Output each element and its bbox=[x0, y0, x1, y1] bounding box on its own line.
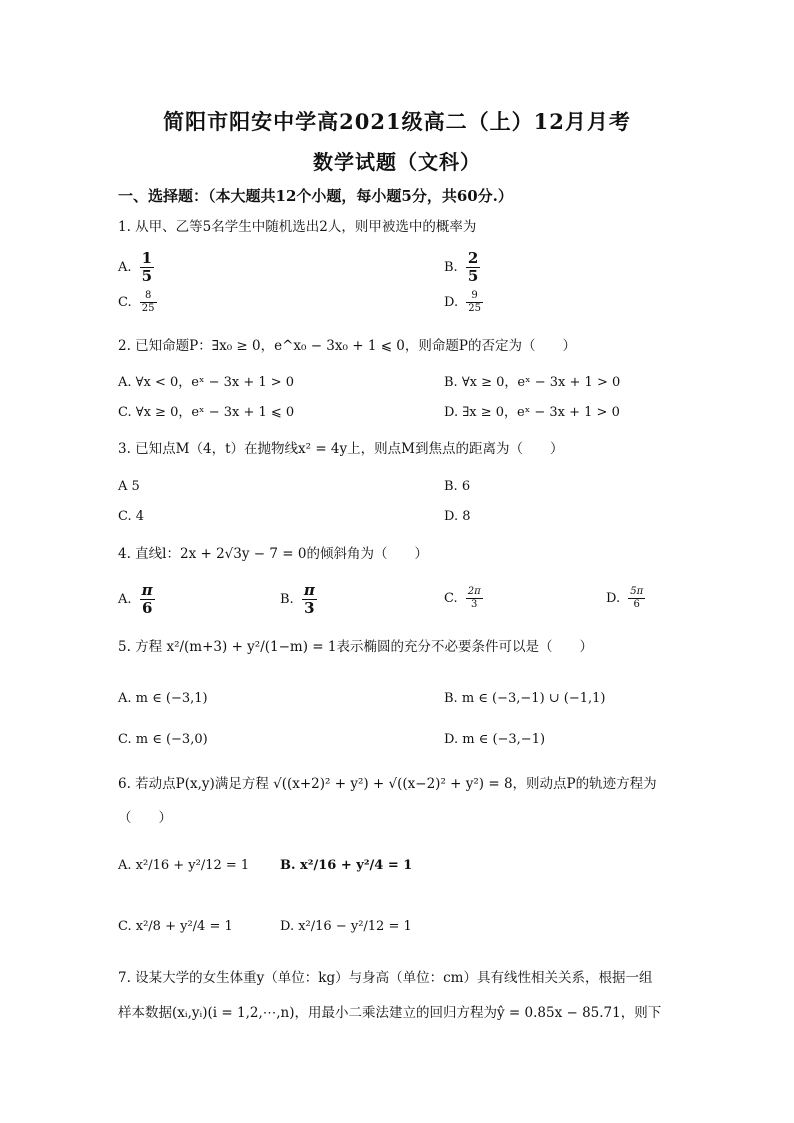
exam-title: 简阳市阳安中学高2021级高二（上）12月月考 bbox=[163, 109, 631, 134]
q6-option-a: A. x²/16 + y²/12 = 1 bbox=[118, 858, 250, 873]
q2-option-c: C. ∀x ≥ 0，eˣ − 3x + 1 ⩽ 0 bbox=[118, 405, 295, 420]
q3-option-a: A 5 bbox=[118, 479, 140, 494]
question-4-stem: 4. 直线l：2x + 2√3y − 7 = 0的倾斜角为（ ） bbox=[118, 546, 428, 562]
q5-option-d: D. m ∈ (−3,−1) bbox=[444, 732, 546, 747]
q4-c-fraction: $\frac{2\pi}{3}$ bbox=[467, 586, 481, 610]
q3-option-d: D. 8 bbox=[444, 509, 471, 524]
question-7-line-1: 7. 设某大学的女生体重y（单位：kg）与身高（单位：cm）具有线性相关关系，根据一组 bbox=[118, 970, 653, 986]
q4-a-fraction: $\frac{\pi}{6}$ bbox=[141, 581, 153, 617]
question-5-stem: 5. 方程 x²/(m+3) + y²/(1−m) = 1表示椭圆的充分不必要条件可以是（ ） bbox=[118, 639, 593, 655]
question-6-stem-paren: （ ） bbox=[118, 810, 172, 826]
q2-option-d: D. ∃x ≥ 0，eˣ − 3x + 1 > 0 bbox=[444, 405, 620, 420]
q4-option-a: A. $\frac{\pi}{6}$ bbox=[118, 581, 153, 617]
q1-option-b: B. $\frac{2}{5}$ bbox=[444, 249, 479, 285]
q4-option-c: C. $\frac{2\pi}{3}$ bbox=[444, 586, 481, 610]
exam-subtitle: 数学试题（文科） bbox=[313, 150, 481, 174]
q4-b-fraction: $\frac{\pi}{3}$ bbox=[303, 581, 315, 617]
q3-option-c: C. 4 bbox=[118, 509, 145, 524]
q4-option-b: B. $\frac{\pi}{3}$ bbox=[280, 581, 315, 617]
q6-option-d: D. x²/16 − y²/12 = 1 bbox=[280, 919, 412, 934]
q2-option-b: B. ∀x ≥ 0，eˣ − 3x + 1 > 0 bbox=[444, 375, 621, 390]
q1-option-a: A. $\frac{1}{5}$ bbox=[118, 249, 153, 285]
question-7-line-2: 样本数据(xᵢ,yᵢ)(i = 1,2,⋯,n)，用最小二乘法建立的回归方程为ŷ = 0.85x − 85.71，则下 bbox=[118, 1005, 662, 1021]
q1-a-fraction: $\frac{1}{5}$ bbox=[141, 249, 153, 285]
question-3-stem: 3. 已知点M（4，t）在抛物线x² = 4y上，则点M到焦点的距离为（ ） bbox=[118, 441, 564, 457]
q6-option-b: B. x²/16 + y²/4 = 1 bbox=[280, 858, 413, 873]
question-1-stem: 1. 从甲、乙等5名学生中随机选出2人，则甲被选中的概率为 bbox=[118, 219, 477, 235]
q4-option-d: D. $\frac{5\pi}{6}$ bbox=[606, 586, 644, 610]
q2-option-a: A. ∀x < 0，eˣ − 3x + 1 > 0 bbox=[118, 375, 295, 390]
q1-c-fraction: $\frac{8}{25}$ bbox=[141, 290, 155, 314]
q4-d-fraction: $\frac{5\pi}{6}$ bbox=[630, 586, 644, 610]
q6-option-c: C. x²/8 + y²/4 = 1 bbox=[118, 919, 233, 934]
q5-option-c: C. m ∈ (−3,0) bbox=[118, 732, 208, 747]
q5-option-b: B. m ∈ (−3,−1) ∪ (−1,1) bbox=[444, 691, 606, 706]
question-6-stem: 6. 若动点P(x,y)满足方程 √((x+2)² + y²) + √((x−2)² + y²) = 8，则动点P的轨迹方程为 bbox=[118, 776, 657, 792]
q1-option-c: C. $\frac{8}{25}$ bbox=[118, 290, 155, 314]
q3-option-b: B. 6 bbox=[444, 479, 471, 494]
q5-option-a: A. m ∈ (−3,1) bbox=[118, 691, 208, 706]
question-2-stem: 2. 已知命题P：∃x₀ ≥ 0，e^x₀ − 3x₀ + 1 ⩽ 0，则命题P的否定为（ ） bbox=[118, 338, 576, 354]
q1-b-fraction: $\frac{2}{5}$ bbox=[467, 249, 479, 285]
section-heading: 一、选择题：（本大题共12个小题，每小题5分，共60分.） bbox=[118, 187, 513, 205]
q1-d-fraction: $\frac{9}{25}$ bbox=[468, 290, 481, 314]
q1-option-d: D. $\frac{9}{25}$ bbox=[444, 290, 481, 314]
